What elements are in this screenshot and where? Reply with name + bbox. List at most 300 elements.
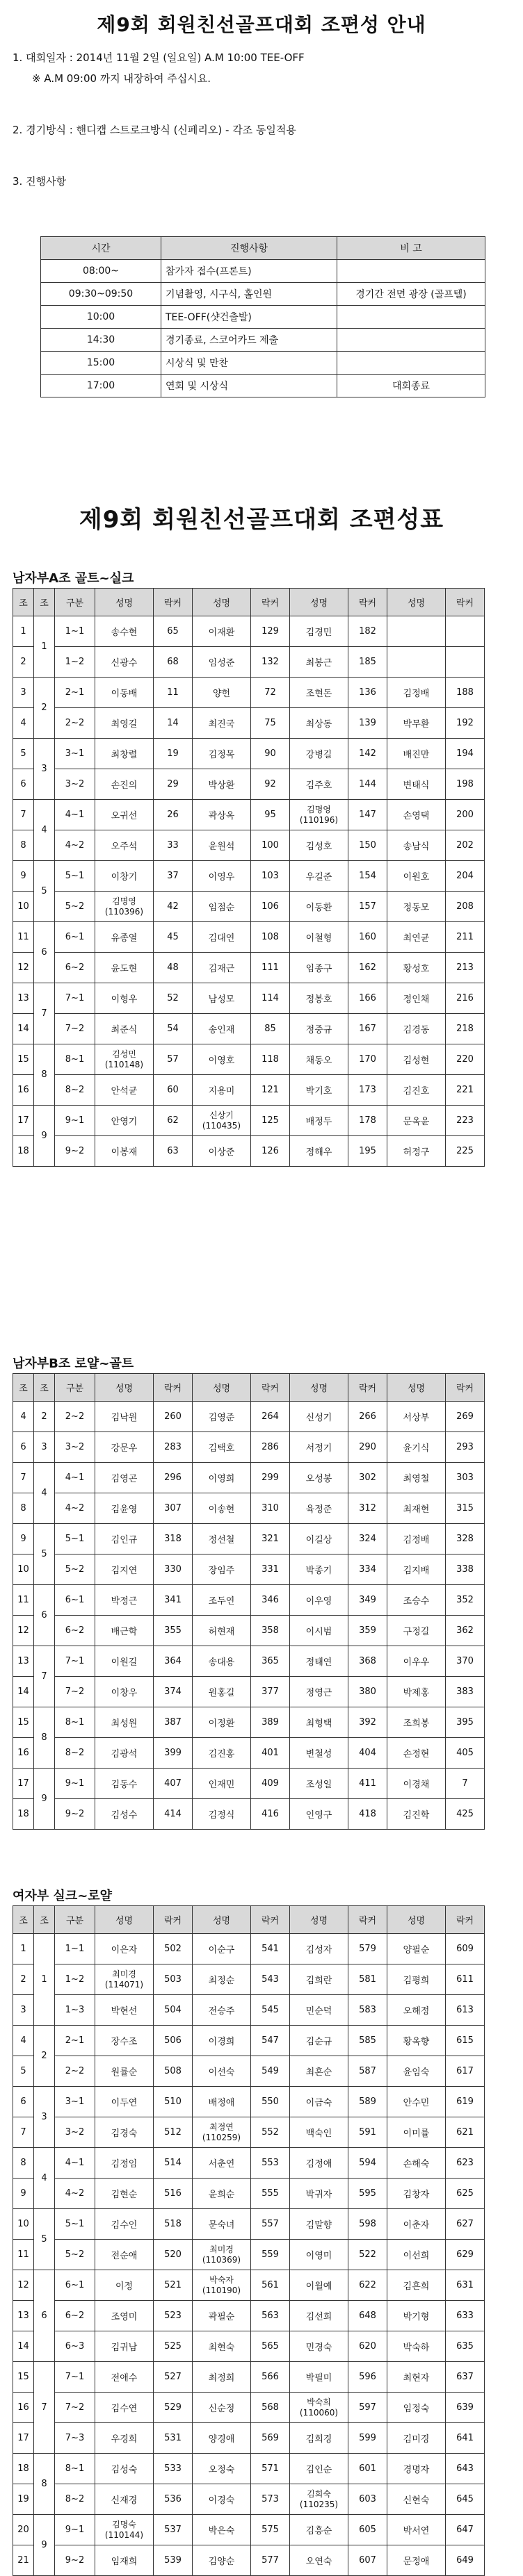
player-name-cell: 이선숙 xyxy=(193,2056,251,2087)
player-name-cell: 이영우 xyxy=(193,861,251,892)
player-name-cell: 이원호 xyxy=(387,861,446,892)
player-name-cell: 박숙하 xyxy=(387,2331,446,2362)
row-number-cell: 16 xyxy=(13,2393,34,2423)
locker-number-cell: 121 xyxy=(251,1075,290,1106)
player-name-cell: 이정 xyxy=(95,2270,154,2301)
column-header: 성명 xyxy=(387,1374,446,1402)
row-number-cell: 8 xyxy=(13,2148,34,2179)
player-name-cell: 배근학 xyxy=(95,1616,154,1646)
locker-number-cell: 328 xyxy=(446,1524,485,1554)
player-name-cell: 조승수 xyxy=(387,1585,446,1616)
player-name-cell: 양필순 xyxy=(387,1934,446,1964)
player-name-cell: 정해우 xyxy=(290,1136,348,1167)
division-cell: 7~1 xyxy=(55,1646,95,1677)
division-cell: 7~3 xyxy=(55,2423,95,2454)
group-number-cell: 8 xyxy=(34,1707,55,1769)
player-name-cell: 최준식 xyxy=(95,1014,154,1044)
table-row xyxy=(13,1738,485,1769)
column-header: 락커 xyxy=(154,1374,193,1402)
player-name-cell: 김진홍 xyxy=(193,1738,251,1769)
player-name-cell: 윤도현 xyxy=(95,953,154,983)
locker-number-cell: 504 xyxy=(154,1995,193,2026)
row-number-cell: 15 xyxy=(13,1044,34,1075)
locker-number-cell: 377 xyxy=(251,1677,290,1707)
schedule-item-cell: 기념촬영, 시구식, 홀인원 xyxy=(161,283,337,306)
player-name-cell: 최현숙 xyxy=(193,2331,251,2362)
locker-number-cell: 349 xyxy=(348,1585,387,1616)
locker-number-cell: 516 xyxy=(154,2179,193,2209)
table-row xyxy=(13,647,485,678)
locker-number-cell: 269 xyxy=(446,1402,485,1432)
player-name-cell: 배정애 xyxy=(193,2087,251,2117)
locker-number-cell: 609 xyxy=(446,1934,485,1964)
schedule-time-cell: 15:00 xyxy=(41,352,161,375)
player-name-cell: 안영기 xyxy=(95,1106,154,1136)
locker-number-cell: 188 xyxy=(446,678,485,708)
division-cell: 2~1 xyxy=(55,678,95,708)
locker-number-cell: 45 xyxy=(154,922,193,953)
schedule-header-time: 시간 xyxy=(41,237,161,260)
player-name-cell: 박은숙 xyxy=(193,2515,251,2545)
player-name-cell: 강병길 xyxy=(290,739,348,769)
division-cell: 7~2 xyxy=(55,2393,95,2423)
player-name-cell: 최형택 xyxy=(290,1707,348,1738)
locker-number-cell: 569 xyxy=(251,2423,290,2454)
row-number-cell: 14 xyxy=(13,1014,34,1044)
table-row xyxy=(13,708,485,739)
table-row xyxy=(13,861,485,892)
player-name-cell: 이철형 xyxy=(290,922,348,953)
locker-number-cell: 598 xyxy=(348,2209,387,2240)
player-name-cell: 김정목 xyxy=(193,739,251,769)
player-name-cell: 신상기 (110435) xyxy=(193,1106,251,1136)
player-name-cell: 최미경 (110369) xyxy=(193,2240,251,2270)
main-title: 제9회 회원친선골프대회 조편성표 xyxy=(79,506,444,534)
player-name-cell: 박종기 xyxy=(290,1554,348,1585)
division-cell: 3~2 xyxy=(55,769,95,800)
locker-number-cell: 533 xyxy=(154,2454,193,2484)
table-row xyxy=(13,2301,485,2331)
player-name-cell: 이창우 xyxy=(95,1677,154,1707)
locker-number-cell: 321 xyxy=(251,1524,290,1554)
player-name-cell: 최봉근 xyxy=(290,647,348,678)
row-number-cell: 15 xyxy=(13,2362,34,2393)
schedule-row xyxy=(41,352,485,375)
locker-number-cell: 11 xyxy=(154,678,193,708)
division-cell: 4~2 xyxy=(55,2179,95,2209)
player-name-cell: 김희숙 (110235) xyxy=(290,2484,348,2515)
division-cell: 1~1 xyxy=(55,1934,95,1964)
locker-number-cell: 583 xyxy=(348,1995,387,2026)
locker-number-cell: 621 xyxy=(446,2117,485,2148)
player-name-cell: 김정배 xyxy=(387,1524,446,1554)
player-name-cell: 강문우 xyxy=(95,1432,154,1463)
row-number-cell: 8 xyxy=(13,1493,34,1524)
locker-number-cell: 591 xyxy=(348,2117,387,2148)
group-number-cell: 2 xyxy=(34,2026,55,2087)
locker-number-cell: 220 xyxy=(446,1044,485,1075)
row-number-cell: 6 xyxy=(13,2087,34,2117)
locker-number-cell: 286 xyxy=(251,1432,290,1463)
locker-number-cell: 75 xyxy=(251,708,290,739)
player-name-cell: 이창기 xyxy=(95,861,154,892)
player-name-cell: 김희란 xyxy=(290,1964,348,1995)
player-name-cell: 최연균 xyxy=(387,922,446,953)
table-row xyxy=(13,1014,485,1044)
division-cell: 4~1 xyxy=(55,1463,95,1493)
locker-number-cell: 213 xyxy=(446,953,485,983)
locker-number-cell: 633 xyxy=(446,2301,485,2331)
table-row xyxy=(13,1524,485,1554)
schedule-time-cell: 10:00 xyxy=(41,306,161,329)
locker-number-cell: 296 xyxy=(154,1463,193,1493)
locker-number-cell: 565 xyxy=(251,2331,290,2362)
group-number-cell: 9 xyxy=(34,1769,55,1830)
locker-number-cell: 362 xyxy=(446,1616,485,1646)
men-b-table xyxy=(13,1373,485,1830)
row-number-cell: 2 xyxy=(13,1964,34,1995)
locker-number-cell: 414 xyxy=(154,1799,193,1830)
table-row xyxy=(13,2484,485,2515)
column-header: 성명 xyxy=(95,589,154,616)
player-name-cell: 김현순 xyxy=(95,2179,154,2209)
locker-number-cell: 425 xyxy=(446,1799,485,1830)
table-row xyxy=(13,739,485,769)
division-cell: 9~2 xyxy=(55,1799,95,1830)
locker-number-cell: 585 xyxy=(348,2026,387,2056)
locker-number-cell: 103 xyxy=(251,861,290,892)
division-cell: 8~2 xyxy=(55,1738,95,1769)
locker-number-cell: 392 xyxy=(348,1707,387,1738)
locker-number-cell: 380 xyxy=(348,1677,387,1707)
game-format: 2. 경기방식 : 핸디캡 스트로크방식 (신페리오) - 각조 동일적용 xyxy=(13,124,296,136)
locker-number-cell: 531 xyxy=(154,2423,193,2454)
row-number-cell: 1 xyxy=(13,616,34,647)
row-number-cell: 5 xyxy=(13,2056,34,2087)
player-name-cell: 김희경 xyxy=(290,2423,348,2454)
division-cell: 2~2 xyxy=(55,708,95,739)
division-cell: 1~2 xyxy=(55,1964,95,1995)
player-name-cell: 김성수 xyxy=(95,1799,154,1830)
division-cell: 9~2 xyxy=(55,2545,95,2576)
locker-number-cell: 204 xyxy=(446,861,485,892)
locker-number-cell: 29 xyxy=(154,769,193,800)
row-number-cell: 2 xyxy=(13,647,34,678)
player-name-cell: 김택호 xyxy=(193,1432,251,1463)
player-name-cell: 이경희 xyxy=(193,2026,251,2056)
player-name-cell: 최상동 xyxy=(290,708,348,739)
player-name-cell: 박기호 xyxy=(290,1075,348,1106)
row-number-cell: 18 xyxy=(13,2454,34,2484)
player-name-cell: 김성호 xyxy=(290,830,348,861)
locker-number-cell: 221 xyxy=(446,1075,485,1106)
table-row xyxy=(13,2240,485,2270)
player-name-cell: 박서연 xyxy=(387,2515,446,2545)
player-name-cell: 김영곤 xyxy=(95,1463,154,1493)
table-row xyxy=(13,678,485,708)
table-row xyxy=(13,830,485,861)
row-number-cell: 12 xyxy=(13,2270,34,2301)
row-number-cell: 19 xyxy=(13,2484,34,2515)
column-header: 성명 xyxy=(290,1374,348,1402)
row-number-cell: 14 xyxy=(13,1677,34,1707)
row-number-cell: 18 xyxy=(13,1136,34,1167)
player-name-cell: 정봉호 xyxy=(290,983,348,1014)
player-name-cell: 최영철 xyxy=(387,1463,446,1493)
player-name-cell: 이순구 xyxy=(193,1934,251,1964)
locker-number-cell: 607 xyxy=(348,2545,387,2576)
locker-number-cell: 290 xyxy=(348,1432,387,1463)
locker-number-cell: 166 xyxy=(348,983,387,1014)
locker-number-cell: 92 xyxy=(251,769,290,800)
locker-number-cell: 52 xyxy=(154,983,193,1014)
locker-number-cell: 60 xyxy=(154,1075,193,1106)
player-name-cell: 박숙자 (110190) xyxy=(193,2270,251,2301)
player-name-cell: 최성원 xyxy=(95,1707,154,1738)
row-number-cell: 11 xyxy=(13,922,34,953)
table-row xyxy=(13,2117,485,2148)
locker-number-cell: 389 xyxy=(251,1707,290,1738)
locker-number-cell: 553 xyxy=(251,2148,290,2179)
player-name-cell: 김흔희 xyxy=(387,2270,446,2301)
row-number-cell: 18 xyxy=(13,1799,34,1830)
locker-number-cell: 648 xyxy=(348,2301,387,2331)
locker-number-cell: 647 xyxy=(446,2515,485,2545)
player-name-cell: 오귀선 xyxy=(95,800,154,830)
table-row xyxy=(13,1707,485,1738)
table-row xyxy=(13,2056,485,2087)
column-header: 락커 xyxy=(446,1906,485,1934)
row-number-cell: 7 xyxy=(13,1463,34,1493)
table-row xyxy=(13,2362,485,2393)
player-name-cell: 최혼순 xyxy=(290,2056,348,2087)
row-number-cell: 4 xyxy=(13,2026,34,2056)
column-header: 조 xyxy=(13,1906,34,1934)
locker-number-cell: 527 xyxy=(154,2362,193,2393)
table-row xyxy=(13,922,485,953)
row-number-cell: 4 xyxy=(13,1402,34,1432)
locker-number-cell: 510 xyxy=(154,2087,193,2117)
player-name-cell: 김대연 xyxy=(193,922,251,953)
table-row xyxy=(13,2026,485,2056)
locker-number-cell xyxy=(446,647,485,678)
locker-number-cell: 315 xyxy=(446,1493,485,1524)
player-name-cell: 김흥순 xyxy=(290,2515,348,2545)
player-name-cell: 김동수 xyxy=(95,1769,154,1799)
player-name-cell: 안수민 xyxy=(387,2087,446,2117)
event-date: 1. 대회일자 : 2014년 11월 2일 (일요일) A.M 10:00 TEE-OFF xyxy=(13,51,305,64)
table-row xyxy=(13,1136,485,1167)
player-name-cell: 박귀자 xyxy=(290,2179,348,2209)
player-name-cell: 박필미 xyxy=(290,2362,348,2393)
table-row xyxy=(13,1432,485,1463)
player-name-cell: 최영길 xyxy=(95,708,154,739)
table-row xyxy=(13,953,485,983)
row-number-cell: 17 xyxy=(13,2423,34,2454)
player-name-cell: 김인규 xyxy=(95,1524,154,1554)
player-name-cell: 손영택 xyxy=(387,800,446,830)
locker-number-cell: 631 xyxy=(446,2270,485,2301)
player-name-cell: 장임주 xyxy=(193,1554,251,1585)
locker-number-cell: 368 xyxy=(348,1646,387,1677)
player-name-cell: 곽상옥 xyxy=(193,800,251,830)
schedule-item-cell: 경기종료, 스코어카드 제출 xyxy=(161,329,337,352)
player-name-cell: 윤희순 xyxy=(193,2179,251,2209)
locker-number-cell: 14 xyxy=(154,708,193,739)
locker-number-cell: 549 xyxy=(251,2056,290,2087)
player-name-cell: 김정임 xyxy=(95,2148,154,2179)
division-cell: 3~1 xyxy=(55,2087,95,2117)
division-cell: 2~2 xyxy=(55,1402,95,1432)
table-row xyxy=(13,2270,485,2301)
locker-number-cell: 639 xyxy=(446,2393,485,2423)
player-name-cell: 조영미 xyxy=(95,2301,154,2331)
group-number-cell: 9 xyxy=(34,2515,55,2576)
division-cell: 4~1 xyxy=(55,2148,95,2179)
locker-number-cell: 318 xyxy=(154,1524,193,1554)
locker-number-cell: 627 xyxy=(446,2209,485,2240)
player-name-cell: 정동모 xyxy=(387,892,446,922)
group-number-cell: 5 xyxy=(34,861,55,922)
row-number-cell: 17 xyxy=(13,1106,34,1136)
locker-number-cell: 37 xyxy=(154,861,193,892)
row-number-cell: 4 xyxy=(13,708,34,739)
table-row xyxy=(13,769,485,800)
table-row xyxy=(13,1044,485,1075)
women-table xyxy=(13,1905,485,2576)
player-name-cell: 허현재 xyxy=(193,1616,251,1646)
locker-number-cell: 7 xyxy=(446,1769,485,1799)
division-cell: 2~2 xyxy=(55,2056,95,2087)
locker-number-cell: 522 xyxy=(348,2240,387,2270)
locker-number-cell: 95 xyxy=(251,800,290,830)
player-name-cell: 김진학 xyxy=(387,1799,446,1830)
division-cell: 8~1 xyxy=(55,2454,95,2484)
section-title-men-b: 남자부B조 로얄~골트 xyxy=(13,1356,134,1371)
locker-number-cell: 649 xyxy=(446,2545,485,2576)
player-name-cell: 민경숙 xyxy=(290,2331,348,2362)
locker-number-cell: 635 xyxy=(446,2331,485,2362)
row-number-cell: 8 xyxy=(13,830,34,861)
player-name-cell: 김재근 xyxy=(193,953,251,983)
player-name-cell: 이송현 xyxy=(193,1493,251,1524)
column-header: 락커 xyxy=(251,1906,290,1934)
locker-number-cell: 144 xyxy=(348,769,387,800)
player-name-cell: 원홍길 xyxy=(193,1677,251,1707)
row-number-cell: 5 xyxy=(13,739,34,769)
player-name-cell: 김윤영 xyxy=(95,1493,154,1524)
locker-number-cell: 599 xyxy=(348,2423,387,2454)
player-name-cell: 경명자 xyxy=(387,2454,446,2484)
division-cell: 5~2 xyxy=(55,892,95,922)
column-header: 조 xyxy=(34,1906,55,1934)
player-name-cell: 김경동 xyxy=(387,1014,446,1044)
column-header: 성명 xyxy=(95,1374,154,1402)
player-name-cell xyxy=(387,647,446,678)
locker-number-cell: 587 xyxy=(348,2056,387,2087)
locker-number-cell: 573 xyxy=(251,2484,290,2515)
row-number-cell: 9 xyxy=(13,2179,34,2209)
division-cell: 5~1 xyxy=(55,2209,95,2240)
player-name-cell: 김명영 (110396) xyxy=(95,892,154,922)
player-name-cell: 신성기 xyxy=(290,1402,348,1432)
locker-number-cell: 547 xyxy=(251,2026,290,2056)
locker-number-cell: 85 xyxy=(251,1014,290,1044)
group-number-cell: 4 xyxy=(34,800,55,861)
column-header: 구분 xyxy=(55,589,95,616)
player-name-cell: 이원길 xyxy=(95,1646,154,1677)
locker-number-cell: 383 xyxy=(446,1677,485,1707)
locker-number-cell: 341 xyxy=(154,1585,193,1616)
division-cell: 8~2 xyxy=(55,1075,95,1106)
column-header: 성명 xyxy=(387,589,446,616)
player-name-cell: 이경채 xyxy=(387,1769,446,1799)
division-cell: 7~2 xyxy=(55,1014,95,1044)
men-a-table xyxy=(13,588,485,1167)
player-name-cell: 허정구 xyxy=(387,1136,446,1167)
locker-number-cell: 225 xyxy=(446,1136,485,1167)
column-header: 조 xyxy=(34,589,55,616)
row-number-cell: 13 xyxy=(13,1646,34,1677)
division-cell: 6~1 xyxy=(55,2270,95,2301)
player-name-cell: 이봉재 xyxy=(95,1136,154,1167)
schedule-item-cell: 시상식 및 만찬 xyxy=(161,352,337,375)
locker-number-cell: 223 xyxy=(446,1106,485,1136)
division-cell: 4~2 xyxy=(55,1493,95,1524)
locker-number-cell: 63 xyxy=(154,1136,193,1167)
player-name-cell: 임정숙 xyxy=(387,2393,446,2423)
schedule-header-note: 비 고 xyxy=(337,237,485,260)
locker-number-cell: 142 xyxy=(348,739,387,769)
player-name-cell: 남성모 xyxy=(193,983,251,1014)
locker-number-cell: 365 xyxy=(251,1646,290,1677)
locker-number-cell: 178 xyxy=(348,1106,387,1136)
row-number-cell: 11 xyxy=(13,2240,34,2270)
locker-number-cell: 111 xyxy=(251,953,290,983)
player-name-cell: 김광석 xyxy=(95,1738,154,1769)
locker-number-cell: 266 xyxy=(348,1402,387,1432)
player-name-cell: 임종구 xyxy=(290,953,348,983)
player-name-cell: 오정숙 xyxy=(193,2454,251,2484)
notice-title: 제9회 회원친선골프대회 조편성 안내 xyxy=(97,13,426,36)
column-header: 조 xyxy=(34,1374,55,1402)
division-cell: 9~1 xyxy=(55,1769,95,1799)
division-cell: 1~1 xyxy=(55,616,95,647)
schedule-note-cell xyxy=(337,329,485,352)
division-cell: 3~1 xyxy=(55,739,95,769)
player-name-cell: 황옥향 xyxy=(387,2026,446,2056)
division-cell: 9~1 xyxy=(55,2515,95,2545)
locker-number-cell: 65 xyxy=(154,616,193,647)
locker-number-cell: 359 xyxy=(348,1616,387,1646)
table-row xyxy=(13,1402,485,1432)
division-cell: 6~2 xyxy=(55,2301,95,2331)
schedule-note-cell xyxy=(337,306,485,329)
player-name-cell: 우경희 xyxy=(95,2423,154,2454)
player-name-cell: 김순규 xyxy=(290,2026,348,2056)
group-number-cell: 1 xyxy=(34,1934,55,2026)
row-number-cell: 7 xyxy=(13,800,34,830)
locker-number-cell: 589 xyxy=(348,2087,387,2117)
locker-number-cell: 139 xyxy=(348,708,387,739)
player-name-cell: 변철성 xyxy=(290,1738,348,1769)
column-header: 성명 xyxy=(193,1906,251,1934)
player-name-cell: 최정순 xyxy=(193,1964,251,1995)
player-name-cell: 임점순 xyxy=(193,892,251,922)
division-cell: 7~2 xyxy=(55,1677,95,1707)
row-number-cell: 21 xyxy=(13,2545,34,2576)
division-cell: 8~2 xyxy=(55,2484,95,2515)
